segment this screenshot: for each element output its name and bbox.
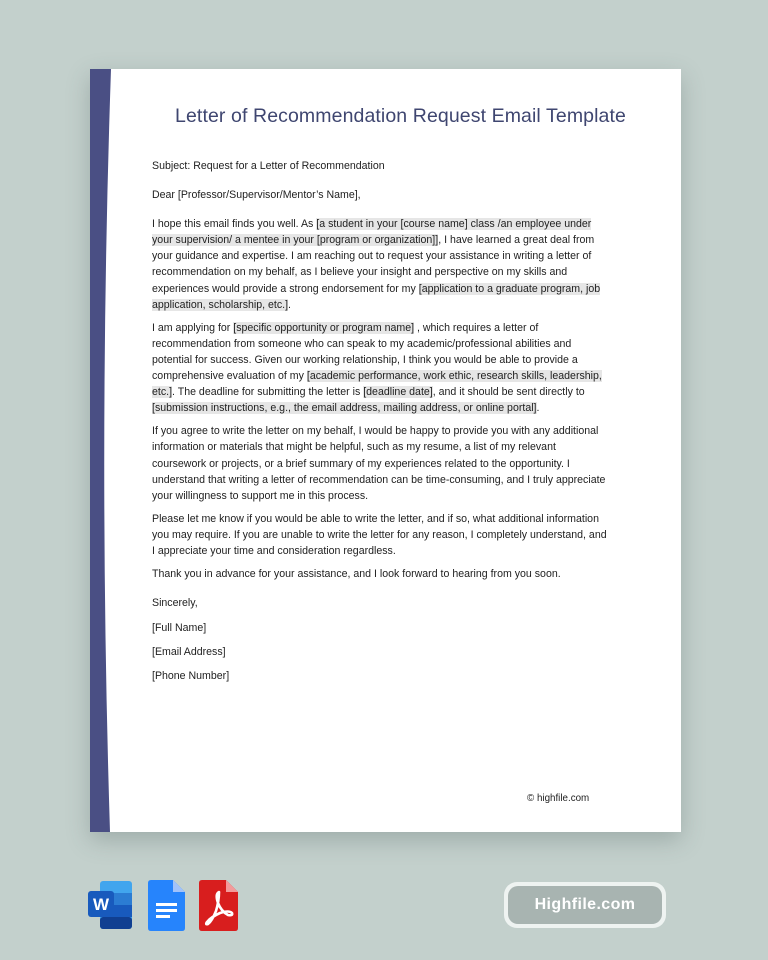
text-line: potential for success. Given our working relationship, I think you would be able to provide a [152, 353, 578, 366]
greeting: Dear [Professor/Supervisor/Mentor’s Name], [152, 189, 361, 202]
placeholder-highlight: [a student in your [course name] class /an employee under [316, 218, 592, 231]
text: I hope this email finds you well. As [152, 218, 317, 231]
placeholder-highlight: [specific opportunity or program name] [233, 321, 415, 334]
word-icon[interactable] [86, 878, 134, 932]
highfile-brand-button[interactable] [504, 882, 666, 928]
text-line: recommendation from someone who can speak to my academic/professional abilities and [152, 337, 572, 350]
copyright-notice: © highfile.com [527, 793, 590, 804]
subject-line: Subject: Request for a Letter of Recommendation [152, 160, 385, 172]
highfile-brand-label: Highfile.com [508, 886, 662, 924]
signature-email: [Email Address] [152, 646, 226, 659]
document-page [90, 69, 681, 832]
text: . [288, 298, 291, 311]
text-line: coursework or projects, or a brief summary of my experiences related to the opportunity. I [152, 457, 570, 470]
text-line: Please let me know if you would be able to write the letter, and if so, what additional information [152, 512, 599, 525]
paragraph-4 [152, 511, 622, 559]
text-line: I appreciate your time and consideration regardless. [152, 544, 396, 557]
text-line: If you agree to write the letter on my behalf, I would be happy to provide you with any additional [152, 425, 599, 438]
closing: Sincerely, [152, 597, 198, 610]
paragraph-2 [152, 320, 622, 417]
text-line: you may require. If you are unable to write the letter for any reason, I completely understand, and [152, 528, 607, 541]
text: I am applying for [152, 321, 234, 334]
placeholder-highlight: application, scholarship, etc.] [152, 298, 289, 311]
word-letter: W [92, 895, 110, 914]
placeholder-highlight: [deadline date] [363, 386, 433, 399]
document-title: Letter of Recommendation Request Email Template [175, 105, 626, 127]
text: . The deadline for submitting the letter is [172, 386, 364, 399]
paragraph-3 [152, 423, 622, 503]
letter-body [152, 158, 622, 693]
placeholder-highlight: etc.] [152, 386, 173, 399]
text: comprehensive evaluation of my [152, 370, 307, 383]
placeholder-highlight: your supervision/ a mentee in your [program or organization]] [152, 234, 439, 247]
text-line: recommendation on my behalf, as I believe your insight and perspective on my skills and [152, 266, 568, 279]
text: , and it should be sent directly to [432, 386, 585, 399]
signature-phone: [Phone Number] [152, 670, 230, 683]
thanks-line: Thank you in advance for your assistance, and I look forward to hearing from you soon. [152, 568, 561, 581]
placeholder-highlight: [application to a graduate program, job [418, 282, 601, 295]
accent-stripe-shape [90, 69, 111, 832]
text: , I have learned a great deal from [438, 234, 595, 247]
google-docs-icon[interactable] [147, 878, 187, 932]
text-line: your willingness to support me in this process. [152, 489, 369, 502]
placeholder-highlight: [academic performance, work ethic, research skills, leadership, [306, 370, 602, 383]
text: . [536, 402, 540, 415]
placeholder-highlight: [submission instructions, e.g., the email address, mailing address, or online portal] [152, 402, 537, 415]
text-line: information or materials that might be helpful, such as my resume, a list of my relevant [152, 441, 556, 454]
signature-full-name: [Full Name] [152, 622, 207, 635]
pdf-icon[interactable] [198, 878, 240, 932]
paragraph-1 [152, 216, 622, 313]
text: experiences would provide a strong endorsement for my [152, 282, 419, 295]
text-line: your guidance and expertise. I am reaching out to request your assistance in writing a letter of [152, 250, 592, 263]
text-line: understand that writing a letter of recommendation can be time-consuming, and I truly appreciate [152, 473, 606, 486]
text: , which requires a letter of [414, 321, 539, 334]
page-accent-stripe [90, 69, 120, 832]
